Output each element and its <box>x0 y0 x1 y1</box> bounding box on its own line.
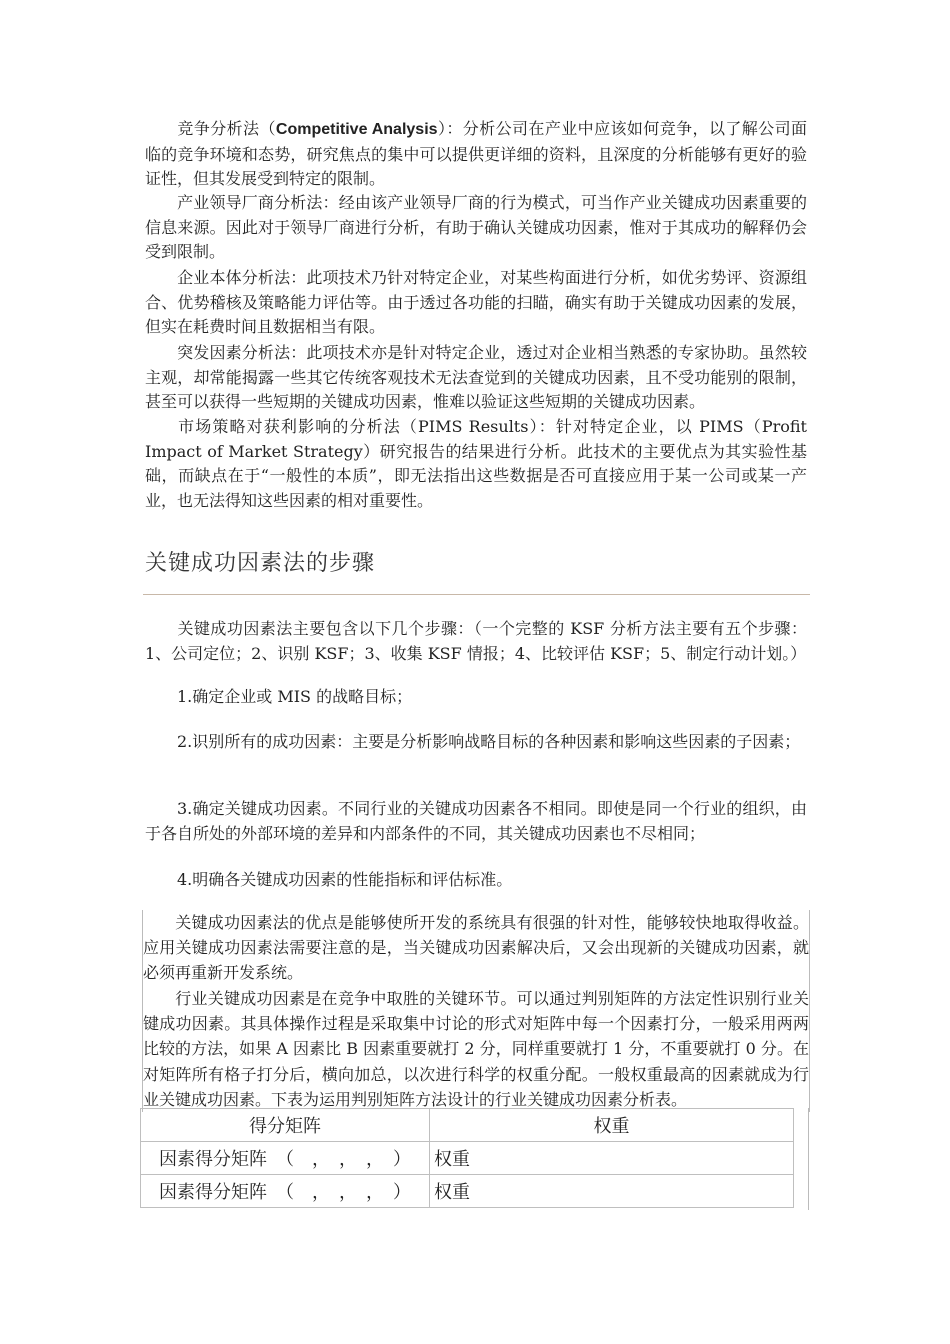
weight-cell: 权重 <box>430 1175 794 1208</box>
paragraph-enterprise-analysis: 企业本体分析法：此项技术乃针对特定企业，对某些构面进行分析，如优劣势评、资源组合、优势稽核及策略能力评估等。由于透过各功能的扫瞄，确实有助于关键成功因素的发展，但实在耗费时间且数据相当有限。 <box>145 268 807 336</box>
paragraph-sudden-factor-analysis: 突发因素分析法：此项技术亦是针对特定企业，透过对企业相当熟悉的专家协助。虽然较主观，却常能揭露一些其它传统客观技术无法查觉到的关键成功因素，且不受功能别的限制，甚至可以获得一些短期的关键成功因素，惟难以验证这些短期的关键成功因素。 <box>145 343 807 411</box>
step-2: 2.识别所有的成功因素：主要是分析影响战略目标的各种因素和影响这些因素的子因素； <box>177 732 801 751</box>
table-row <box>141 1142 794 1175</box>
section-title: 关键成功因素法的步骤 <box>145 551 376 576</box>
section-divider <box>143 594 810 595</box>
step-4: 4.明确各关键成功因素的性能指标和评估标准。 <box>177 870 513 889</box>
paragraph-advantages: 关键成功因素法的优点是能够使所开发的系统具有很强的针对性，能够较快地取得收益。应用关键成功因素法需要注意的是，当关键成功因素解决后，又会出现新的关键成功因素，就必须再重新开发系统。 <box>142 910 810 986</box>
table-row <box>141 1175 794 1208</box>
paragraph-steps-intro: 关键成功因素法主要包含以下几个步骤：（一个完整的 KSF 分析方法主要有五个步骤：1、公司定位；2、识别 KSF；3、收集 KSF 情报；4、比较评估 KSF；5、制定行动计划。） <box>145 619 807 663</box>
factor-score-cell: 因素得分矩阵 （ ， ， ， ） <box>141 1175 430 1208</box>
header-score-matrix: 得分矩阵 <box>141 1109 430 1142</box>
paragraph-competitive-analysis: 竞争分析法（Competitive Analysis）：分析公司在产业中应该如何竞争，以了解公司面临的竞争环境和态势，研究焦点的集中可以提供更详细的资料，且深度的分析能够有更好的验证性，但其发展受到特定的限制。 <box>145 119 807 188</box>
table-side-border <box>808 1108 809 1210</box>
table-header-row <box>141 1109 794 1142</box>
paragraph-pims-analysis: 市场策略对获利影响的分析法（PIMS Results）：针对特定企业，以 PIMS（Profit Impact of Market Strategy）研究报告的结果进行分析。此技术的主要优点为其实验性基础，而缺点在于“一般性的本质”，即无法指出这些数据是否可直接应用于某一公司或某一产业，也无法得知这些因素的相对重要性。 <box>145 417 807 510</box>
step-3: 3.确定关键成功因素。不同行业的关键成功因素各不相同。即使是同一个行业的组织，由于各自所处的外部环境的差异和内部条件的不同，其关键成功因素也不尽相同； <box>145 799 807 843</box>
step-1: 1.确定企业或 MIS 的战略目标； <box>177 687 413 706</box>
scoring-matrix-table <box>140 1108 794 1208</box>
factor-score-cell: 因素得分矩阵 （ ， ， ， ） <box>141 1142 430 1175</box>
weight-cell: 权重 <box>430 1142 794 1175</box>
paragraph-industry-leader-analysis: 产业领导厂商分析法：经由该产业领导厂商的行为模式，可当作产业关键成功因素重要的信息来源。因此对于领导厂商进行分析，有助于确认关键成功因素，惟对于其成功的解释仍会受到限制。 <box>145 193 807 261</box>
bold-term: Competitive Analysis <box>275 121 438 138</box>
header-weight: 权重 <box>430 1109 794 1142</box>
paragraph-industry-ksf: 行业关键成功因素是在竞争中取胜的关键环节。可以通过判别矩阵的方法定性识别行业关键成功因素。其具体操作过程是采取集中讨论的形式对矩阵中每一个因素打分，一般采用两两比较的方法，如果 A 因素比 B 因素重要就打 2 分，同样重要就打 1 分，不重要就打 0 分。在对矩阵所有格子打分后，横向加总，以次进行科学的权重分配。一般权重最高的因素就成为行业关键成功因素。下表为运用判别矩阵方法设计的行业关键成功因素分析表。 <box>142 986 810 1112</box>
